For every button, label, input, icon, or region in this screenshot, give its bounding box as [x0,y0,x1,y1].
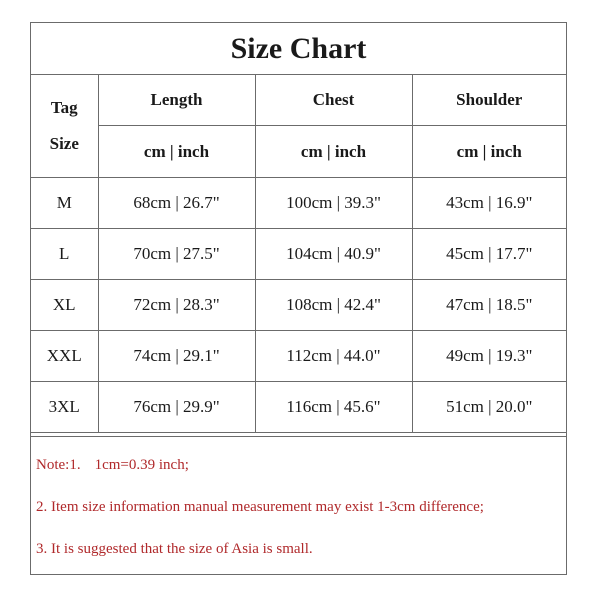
note-1-prefix: Note:1. [36,457,81,473]
chest-cell: 108cm | 42.4" [255,280,412,331]
note-1 [36,457,189,474]
length-cell: 76cm | 29.9" [98,382,255,433]
column-header-length: Length [98,75,255,126]
table-row [31,382,566,433]
table-row [31,178,566,229]
chest-cell: 116cm | 45.6" [255,382,412,433]
shoulder-cell: 51cm | 20.0" [412,382,566,433]
note-3: 3. It is suggested that the size of Asia is small. [36,541,313,557]
chest-cell: 112cm | 44.0" [255,331,412,382]
tag-header-line2: Size [49,134,79,153]
unit-row [31,126,566,178]
size-cell: 3XL [31,382,98,433]
length-cell: 72cm | 28.3" [98,280,255,331]
note-1-text: 1cm=0.39 inch; [94,457,189,473]
length-cell: 70cm | 27.5" [98,229,255,280]
tag-size-header [31,75,98,178]
size-table [31,75,566,433]
size-cell: XXL [31,331,98,382]
column-header-chest: Chest [255,75,412,126]
table-row [31,331,566,382]
chest-cell: 104cm | 40.9" [255,229,412,280]
chest-cell: 100cm | 39.3" [255,178,412,229]
shoulder-cell: 47cm | 18.5" [412,280,566,331]
note-2: 2. Item size information manual measurement may exist 1-3cm difference; [36,499,484,515]
size-cell: M [31,178,98,229]
length-cell: 74cm | 29.1" [98,331,255,382]
shoulder-cell: 49cm | 19.3" [412,331,566,382]
unit-chest: cm | inch [255,126,412,178]
shoulder-cell: 43cm | 16.9" [412,178,566,229]
page-title: Size Chart [31,23,566,75]
size-chart-frame [30,22,567,575]
tag-header-line1: Tag [50,98,78,117]
size-cell: XL [31,280,98,331]
notes-section [31,436,566,574]
shoulder-cell: 45cm | 17.7" [412,229,566,280]
header-row [31,75,566,126]
table-row [31,229,566,280]
unit-length: cm | inch [98,126,255,178]
unit-shoulder: cm | inch [412,126,566,178]
size-cell: L [31,229,98,280]
length-cell: 68cm | 26.7" [98,178,255,229]
table-row [31,280,566,331]
column-header-shoulder: Shoulder [412,75,566,126]
